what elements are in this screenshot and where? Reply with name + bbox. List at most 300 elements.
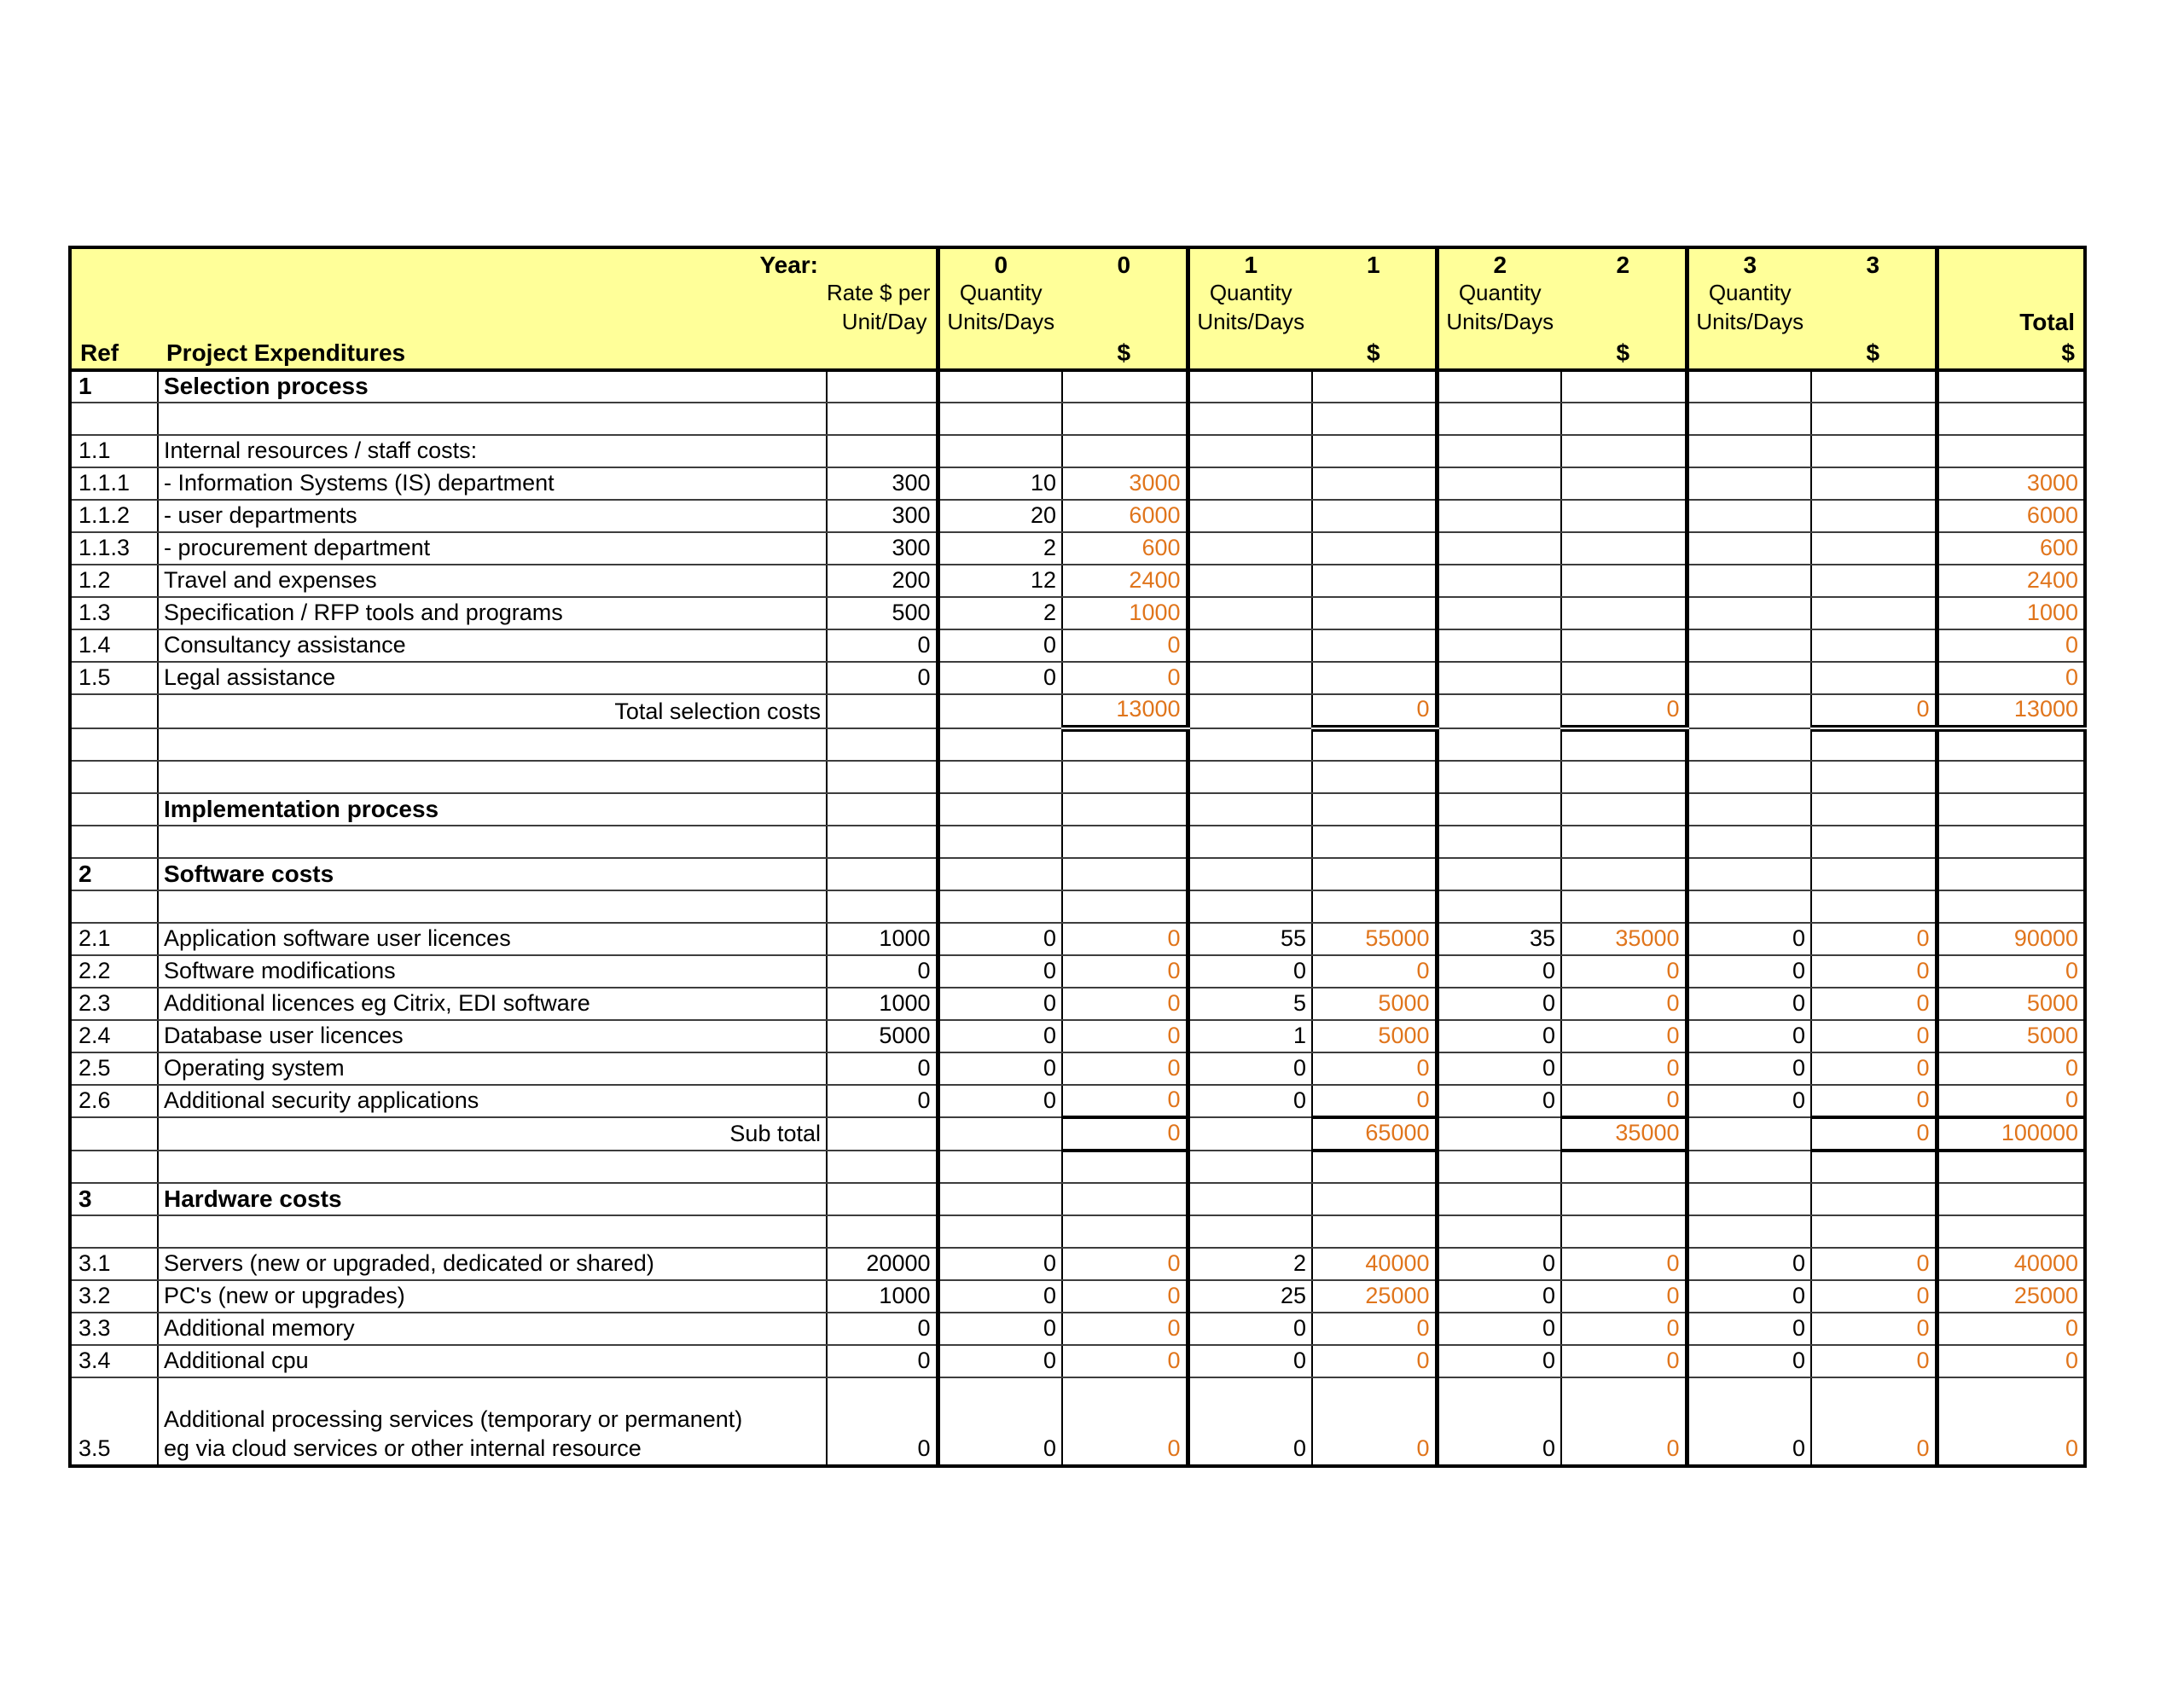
table-row: [70, 370, 2085, 403]
cell-y2-qty: [1437, 403, 1561, 435]
cell-y2-qty: 0: [1437, 955, 1561, 988]
cell-y2-qty: [1437, 662, 1561, 694]
cell-y1-usd: 25000: [1312, 1280, 1437, 1313]
cell-rate: [827, 890, 938, 923]
cell-ref: 3.4: [70, 1345, 158, 1377]
cell-y1-usd: [1312, 728, 1437, 761]
cell-ref: [70, 694, 158, 728]
cell-y3-usd: [1811, 565, 1937, 597]
cell-y2-usd: 0: [1561, 1052, 1687, 1085]
cell-y0-usd: [1062, 728, 1188, 761]
cell-ref: 1.4: [70, 629, 158, 662]
cell-total: 100000: [1937, 1117, 2085, 1151]
cell-y0-usd: [1062, 1151, 1188, 1183]
cell-y0-usd: 600: [1062, 532, 1188, 565]
cell-y1-qty: [1188, 403, 1312, 435]
cell-label: Application software user licences: [158, 923, 827, 955]
cell-y3-usd: [1811, 1151, 1937, 1183]
year-2-label: 2: [1493, 252, 1507, 278]
cell-y3-qty: [1687, 761, 1811, 793]
table-row: [70, 662, 2085, 694]
cell-y3-usd: [1811, 500, 1937, 532]
cell-rate: 500: [827, 597, 938, 629]
cell-ref: [70, 890, 158, 923]
cell-y1-qty: [1188, 728, 1312, 761]
cell-y0-usd: [1062, 435, 1188, 467]
cell-y3-usd: 0: [1811, 1085, 1937, 1117]
header-rate: [827, 247, 938, 370]
cell-total: [1937, 370, 2085, 403]
cell-y3-usd: [1811, 1215, 1937, 1248]
year-1-label: 1: [1366, 252, 1380, 278]
cell-y2-qty: [1437, 1151, 1561, 1183]
cell-label: PC's (new or upgrades): [158, 1280, 827, 1313]
cell-y3-qty: 0: [1687, 1345, 1811, 1377]
table-row: [70, 1377, 2085, 1466]
cell-y3-usd: [1811, 761, 1937, 793]
cell-y3-qty: [1687, 532, 1811, 565]
cell-y1-qty: 0: [1188, 1345, 1312, 1377]
cell-y0-qty: 0: [938, 629, 1062, 662]
cell-rate: 1000: [827, 988, 938, 1020]
cell-ref: 1: [70, 370, 158, 403]
table-row: [70, 1052, 2085, 1085]
cell-y3-usd: 0: [1811, 1248, 1937, 1280]
cell-y3-usd: [1811, 532, 1937, 565]
cell-y0-usd: 0: [1062, 1313, 1188, 1345]
cell-label: - Information Systems (IS) department: [158, 467, 827, 500]
cell-label: Specification / RFP tools and programs: [158, 597, 827, 629]
cell-y3-qty: [1687, 858, 1811, 890]
cell-y0-usd: 0: [1062, 1377, 1188, 1466]
cell-label: Database user licences: [158, 1020, 827, 1052]
cell-y1-usd: [1312, 1215, 1437, 1248]
cell-ref: [70, 1215, 158, 1248]
cell-y3-qty: 0: [1687, 1248, 1811, 1280]
qty-header-line2: Units/Days: [947, 309, 1055, 334]
cell-y1-usd: 40000: [1312, 1248, 1437, 1280]
cell-y3-qty: 0: [1687, 1085, 1811, 1117]
cell-y3-qty: [1687, 467, 1811, 500]
cell-y2-usd: [1561, 1215, 1687, 1248]
cell-y1-qty: [1188, 890, 1312, 923]
cell-y0-usd: 0: [1062, 1020, 1188, 1052]
table-row: [70, 1117, 2085, 1151]
table-row: [70, 955, 2085, 988]
cell-y2-qty: 0: [1437, 988, 1561, 1020]
cell-total: 0: [1937, 1052, 2085, 1085]
cell-y0-qty: 0: [938, 923, 1062, 955]
cell-y0-qty: [938, 403, 1062, 435]
cell-y3-usd: [1811, 370, 1937, 403]
cell-y1-usd: [1312, 435, 1437, 467]
cell-y1-qty: [1188, 826, 1312, 858]
cell-y2-qty: [1437, 858, 1561, 890]
cell-y2-qty: 0: [1437, 1020, 1561, 1052]
cell-y2-usd: [1561, 1151, 1687, 1183]
cell-y2-usd: [1561, 761, 1687, 793]
cell-y0-usd: [1062, 403, 1188, 435]
cell-y3-qty: [1687, 694, 1811, 728]
cell-y3-usd: [1811, 597, 1937, 629]
cell-y0-usd: 0: [1062, 1052, 1188, 1085]
cell-y1-usd: [1312, 858, 1437, 890]
cell-y0-qty: [938, 728, 1062, 761]
cell-y1-qty: [1188, 1151, 1312, 1183]
cell-y1-usd: 0: [1312, 1052, 1437, 1085]
cell-y0-qty: 20: [938, 500, 1062, 532]
cell-y3-usd: 0: [1811, 1020, 1937, 1052]
cell-label: Implementation process: [158, 793, 827, 826]
year-3-label: 3: [1743, 252, 1757, 278]
header-y1-qty: [1188, 247, 1312, 370]
empty-row: [70, 1215, 2085, 1248]
cell-y1-usd: 0: [1312, 955, 1437, 988]
table-row: [70, 532, 2085, 565]
cell-y3-usd: [1811, 890, 1937, 923]
cell-y1-qty: [1188, 662, 1312, 694]
cell-y3-usd: 0: [1811, 1377, 1937, 1466]
cell-y2-usd: 35000: [1561, 1117, 1687, 1151]
cell-rate: 300: [827, 467, 938, 500]
cell-y1-usd: [1312, 532, 1437, 565]
table-row: [70, 629, 2085, 662]
cell-y3-qty: [1687, 435, 1811, 467]
cell-y2-usd: 0: [1561, 694, 1687, 728]
cell-y3-qty: 0: [1687, 1052, 1811, 1085]
cell-y3-usd: 0: [1811, 1280, 1937, 1313]
cell-y1-usd: 0: [1312, 1377, 1437, 1466]
cell-total: 40000: [1937, 1248, 2085, 1280]
cell-y2-qty: [1437, 500, 1561, 532]
cell-label: [158, 403, 827, 435]
year-1-label: 1: [1244, 252, 1258, 278]
cell-ref: 2.3: [70, 988, 158, 1020]
cell-y1-qty: [1188, 761, 1312, 793]
cell-ref: [70, 761, 158, 793]
cell-y2-usd: [1561, 532, 1687, 565]
cell-y3-qty: [1687, 890, 1811, 923]
cell-y2-usd: [1561, 500, 1687, 532]
cell-rate: 1000: [827, 923, 938, 955]
cell-y0-qty: [938, 890, 1062, 923]
cell-y2-usd: 0: [1561, 988, 1687, 1020]
cell-ref: 3: [70, 1183, 158, 1215]
cell-y3-qty: 0: [1687, 1280, 1811, 1313]
cell-y2-usd: [1561, 793, 1687, 826]
cell-label: [158, 1151, 827, 1183]
cell-y1-qty: [1188, 1183, 1312, 1215]
cell-y2-qty: 0: [1437, 1085, 1561, 1117]
cell-y1-qty: 2: [1188, 1248, 1312, 1280]
cell-label: [158, 1377, 827, 1466]
cell-rate: [827, 694, 938, 728]
cell-y2-qty: [1437, 826, 1561, 858]
table-row: [70, 1280, 2085, 1313]
cell-y1-usd: 0: [1312, 1085, 1437, 1117]
cell-y1-qty: 0: [1188, 1052, 1312, 1085]
cell-y0-usd: [1062, 761, 1188, 793]
cell-y0-usd: 0: [1062, 1248, 1188, 1280]
cell-y1-usd: 5000: [1312, 988, 1437, 1020]
cell-total: [1937, 761, 2085, 793]
cell-total: 6000: [1937, 500, 2085, 532]
cell-ref: [70, 1117, 158, 1151]
cell-y2-qty: [1437, 1215, 1561, 1248]
dollar-header: $: [1866, 339, 1880, 366]
cell-y0-usd: 13000: [1062, 694, 1188, 728]
cell-total: [1937, 728, 2085, 761]
cell-y3-qty: [1687, 1151, 1811, 1183]
empty-row: [70, 826, 2085, 858]
spreadsheet-page: [68, 246, 2087, 1468]
cell-total: 25000: [1937, 1280, 2085, 1313]
cell-y2-usd: 0: [1561, 1248, 1687, 1280]
cell-y0-qty: [938, 1215, 1062, 1248]
cell-y3-usd: [1811, 728, 1937, 761]
cell-rate: 0: [827, 955, 938, 988]
cell-y2-usd: [1561, 629, 1687, 662]
cell-rate: [827, 1117, 938, 1151]
cell-label: [158, 728, 827, 761]
cell-label: [158, 826, 827, 858]
cell-y1-usd: [1312, 793, 1437, 826]
empty-row: [70, 728, 2085, 761]
cell-y0-usd: 0: [1062, 1085, 1188, 1117]
qty-header-line1: Quantity: [1708, 280, 1792, 305]
cell-ref: [70, 793, 158, 826]
cell-rate: 20000: [827, 1248, 938, 1280]
cell-total: [1937, 858, 2085, 890]
cell-y0-qty: 0: [938, 1248, 1062, 1280]
cell-y2-usd: 0: [1561, 1280, 1687, 1313]
cell-total: 0: [1937, 662, 2085, 694]
cell-label: Servers (new or upgraded, dedicated or shared): [158, 1248, 827, 1280]
header-expenditures: [158, 247, 827, 370]
cell-y0-qty: 0: [938, 1085, 1062, 1117]
dollar-header: $: [1366, 339, 1380, 366]
cell-y1-qty: 0: [1188, 1377, 1312, 1466]
cell-ref: 1.3: [70, 597, 158, 629]
cell-y3-qty: [1687, 1215, 1811, 1248]
year-0-label: 0: [994, 252, 1008, 278]
cell-y1-qty: [1188, 858, 1312, 890]
cell-y3-qty: [1687, 1117, 1811, 1151]
header-y3-qty: [1687, 247, 1811, 370]
cell-y2-usd: [1561, 467, 1687, 500]
cell-label: Additional security applications: [158, 1085, 827, 1117]
cell-y2-qty: [1437, 890, 1561, 923]
ref-column-header: Ref: [80, 339, 119, 366]
cell-y2-qty: [1437, 1183, 1561, 1215]
cell-rate: [827, 1151, 938, 1183]
cell-y2-qty: [1437, 1117, 1561, 1151]
cell-y0-qty: 10: [938, 467, 1062, 500]
cell-label: - procurement department: [158, 532, 827, 565]
table-row: [70, 1085, 2085, 1117]
cell-label: Software modifications: [158, 955, 827, 988]
cell-y1-qty: [1188, 694, 1312, 728]
cell-y3-usd: [1811, 1183, 1937, 1215]
cell-y2-usd: 0: [1561, 955, 1687, 988]
cell-y3-usd: [1811, 858, 1937, 890]
table-row: [70, 694, 2085, 728]
cell-y2-usd: [1561, 826, 1687, 858]
cell-y1-usd: 55000: [1312, 923, 1437, 955]
cell-y2-qty: 0: [1437, 1280, 1561, 1313]
cell-y3-usd: 0: [1811, 988, 1937, 1020]
cell-y3-qty: 0: [1687, 955, 1811, 988]
qty-header-line1: Quantity: [959, 280, 1043, 305]
cell-y1-usd: [1312, 500, 1437, 532]
cell-rate: 200: [827, 565, 938, 597]
cell-rate: 5000: [827, 1020, 938, 1052]
cell-y2-usd: [1561, 662, 1687, 694]
cell-y2-usd: 35000: [1561, 923, 1687, 955]
table-row: [70, 1183, 2085, 1215]
cell-total: 0: [1937, 955, 2085, 988]
cell-y0-qty: [938, 435, 1062, 467]
cell-y2-qty: 0: [1437, 1313, 1561, 1345]
qty-header-line1: Quantity: [1209, 280, 1292, 305]
empty-row: [70, 403, 2085, 435]
cell-y2-usd: [1561, 370, 1687, 403]
year-label: Year:: [759, 252, 818, 278]
cell-total: [1937, 1183, 2085, 1215]
cell-label: Additional memory: [158, 1313, 827, 1345]
cell-ref: 3.5: [70, 1377, 158, 1466]
cell-y1-qty: [1188, 467, 1312, 500]
cell-y1-qty: [1188, 370, 1312, 403]
cell-ref: 1.2: [70, 565, 158, 597]
cell-y3-qty: 0: [1687, 1313, 1811, 1345]
cell-y0-qty: [938, 858, 1062, 890]
cell-ref: 2.6: [70, 1085, 158, 1117]
cell-y0-usd: 2400: [1062, 565, 1188, 597]
cell-y1-usd: 0: [1312, 1313, 1437, 1345]
cell-y1-qty: [1188, 1215, 1312, 1248]
table-row: [70, 1313, 2085, 1345]
cell-y1-usd: [1312, 403, 1437, 435]
cell-y0-usd: [1062, 858, 1188, 890]
cell-total: [1937, 435, 2085, 467]
cell-y2-usd: [1561, 858, 1687, 890]
cell-y2-qty: [1437, 597, 1561, 629]
cell-y1-usd: 5000: [1312, 1020, 1437, 1052]
cell-y2-qty: [1437, 532, 1561, 565]
table-row: [70, 988, 2085, 1020]
cell-ref: 1.1.3: [70, 532, 158, 565]
cell-y1-qty: [1188, 435, 1312, 467]
cell-y0-qty: [938, 1117, 1062, 1151]
cell-y0-qty: [938, 1183, 1062, 1215]
cell-ref: 1.5: [70, 662, 158, 694]
cell-y1-qty: [1188, 629, 1312, 662]
cell-y1-usd: [1312, 370, 1437, 403]
cell-ref: 3.3: [70, 1313, 158, 1345]
cell-y0-usd: 6000: [1062, 500, 1188, 532]
cell-y2-usd: [1561, 403, 1687, 435]
cell-y2-qty: [1437, 694, 1561, 728]
cell-y1-qty: [1188, 1117, 1312, 1151]
empty-row: [70, 890, 2085, 923]
cell-label: Legal assistance: [158, 662, 827, 694]
cell-ref: [70, 826, 158, 858]
cell-total: 0: [1937, 1345, 2085, 1377]
cell-y1-qty: 0: [1188, 1085, 1312, 1117]
cell-y2-qty: [1437, 467, 1561, 500]
cell-y3-qty: 0: [1687, 988, 1811, 1020]
cell-y2-qty: 0: [1437, 1248, 1561, 1280]
table-row: [70, 565, 2085, 597]
cell-y0-qty: 0: [938, 955, 1062, 988]
cell-rate: 0: [827, 1313, 938, 1345]
qty-header-line1: Quantity: [1458, 280, 1542, 305]
table-row: [70, 467, 2085, 500]
cell-y0-usd: [1062, 1215, 1188, 1248]
dollar-header: $: [2061, 339, 2075, 366]
header-row: [70, 247, 2085, 370]
cell-ref: 2: [70, 858, 158, 890]
cell-y3-qty: [1687, 597, 1811, 629]
cell-label: [158, 890, 827, 923]
cell-y3-usd: [1811, 629, 1937, 662]
total-column-header: Total: [2019, 309, 2075, 335]
cell-y1-usd: [1312, 597, 1437, 629]
cell-y1-usd: 0: [1312, 1345, 1437, 1377]
cell-rate: 300: [827, 532, 938, 565]
cell-total: 3000: [1937, 467, 2085, 500]
cell-y0-qty: 0: [938, 1377, 1062, 1466]
cell-y0-qty: 12: [938, 565, 1062, 597]
cell-y3-qty: [1687, 500, 1811, 532]
cell-ref: 2.5: [70, 1052, 158, 1085]
cell-ref: 1.1.1: [70, 467, 158, 500]
cell-y2-usd: 0: [1561, 1313, 1687, 1345]
cell-y2-qty: 35: [1437, 923, 1561, 955]
cell-y2-usd: 0: [1561, 1377, 1687, 1466]
cell-y0-usd: 1000: [1062, 597, 1188, 629]
cell-y0-usd: 0: [1062, 1117, 1188, 1151]
cell-label: Additional cpu: [158, 1345, 827, 1377]
cell-total: 0: [1937, 1085, 2085, 1117]
rate-header-line2: Unit/Day: [841, 309, 927, 334]
cell-label: Consultancy assistance: [158, 629, 827, 662]
cell-label-line: eg via cloud services or other internal resource: [164, 1435, 642, 1461]
cell-y0-qty: 0: [938, 988, 1062, 1020]
cell-y1-qty: [1188, 597, 1312, 629]
cell-y0-usd: 0: [1062, 662, 1188, 694]
qty-header-line2: Units/Days: [1696, 309, 1804, 334]
expenditures-column-header: Project Expenditures: [166, 339, 406, 366]
cell-label: [158, 1215, 827, 1248]
rate-header-line1: Rate $ per: [827, 280, 931, 305]
cell-y2-qty: [1437, 629, 1561, 662]
cell-y1-qty: 55: [1188, 923, 1312, 955]
cell-total: 5000: [1937, 988, 2085, 1020]
cell-y3-qty: [1687, 370, 1811, 403]
cell-label: Travel and expenses: [158, 565, 827, 597]
qty-header-line2: Units/Days: [1197, 309, 1305, 334]
cell-y3-qty: 0: [1687, 923, 1811, 955]
cell-y1-usd: [1312, 826, 1437, 858]
cell-y0-usd: [1062, 370, 1188, 403]
header-ref: [70, 247, 158, 370]
cell-total: 2400: [1937, 565, 2085, 597]
cell-rate: [827, 761, 938, 793]
cell-rate: [827, 435, 938, 467]
cell-y3-usd: 0: [1811, 1313, 1937, 1345]
